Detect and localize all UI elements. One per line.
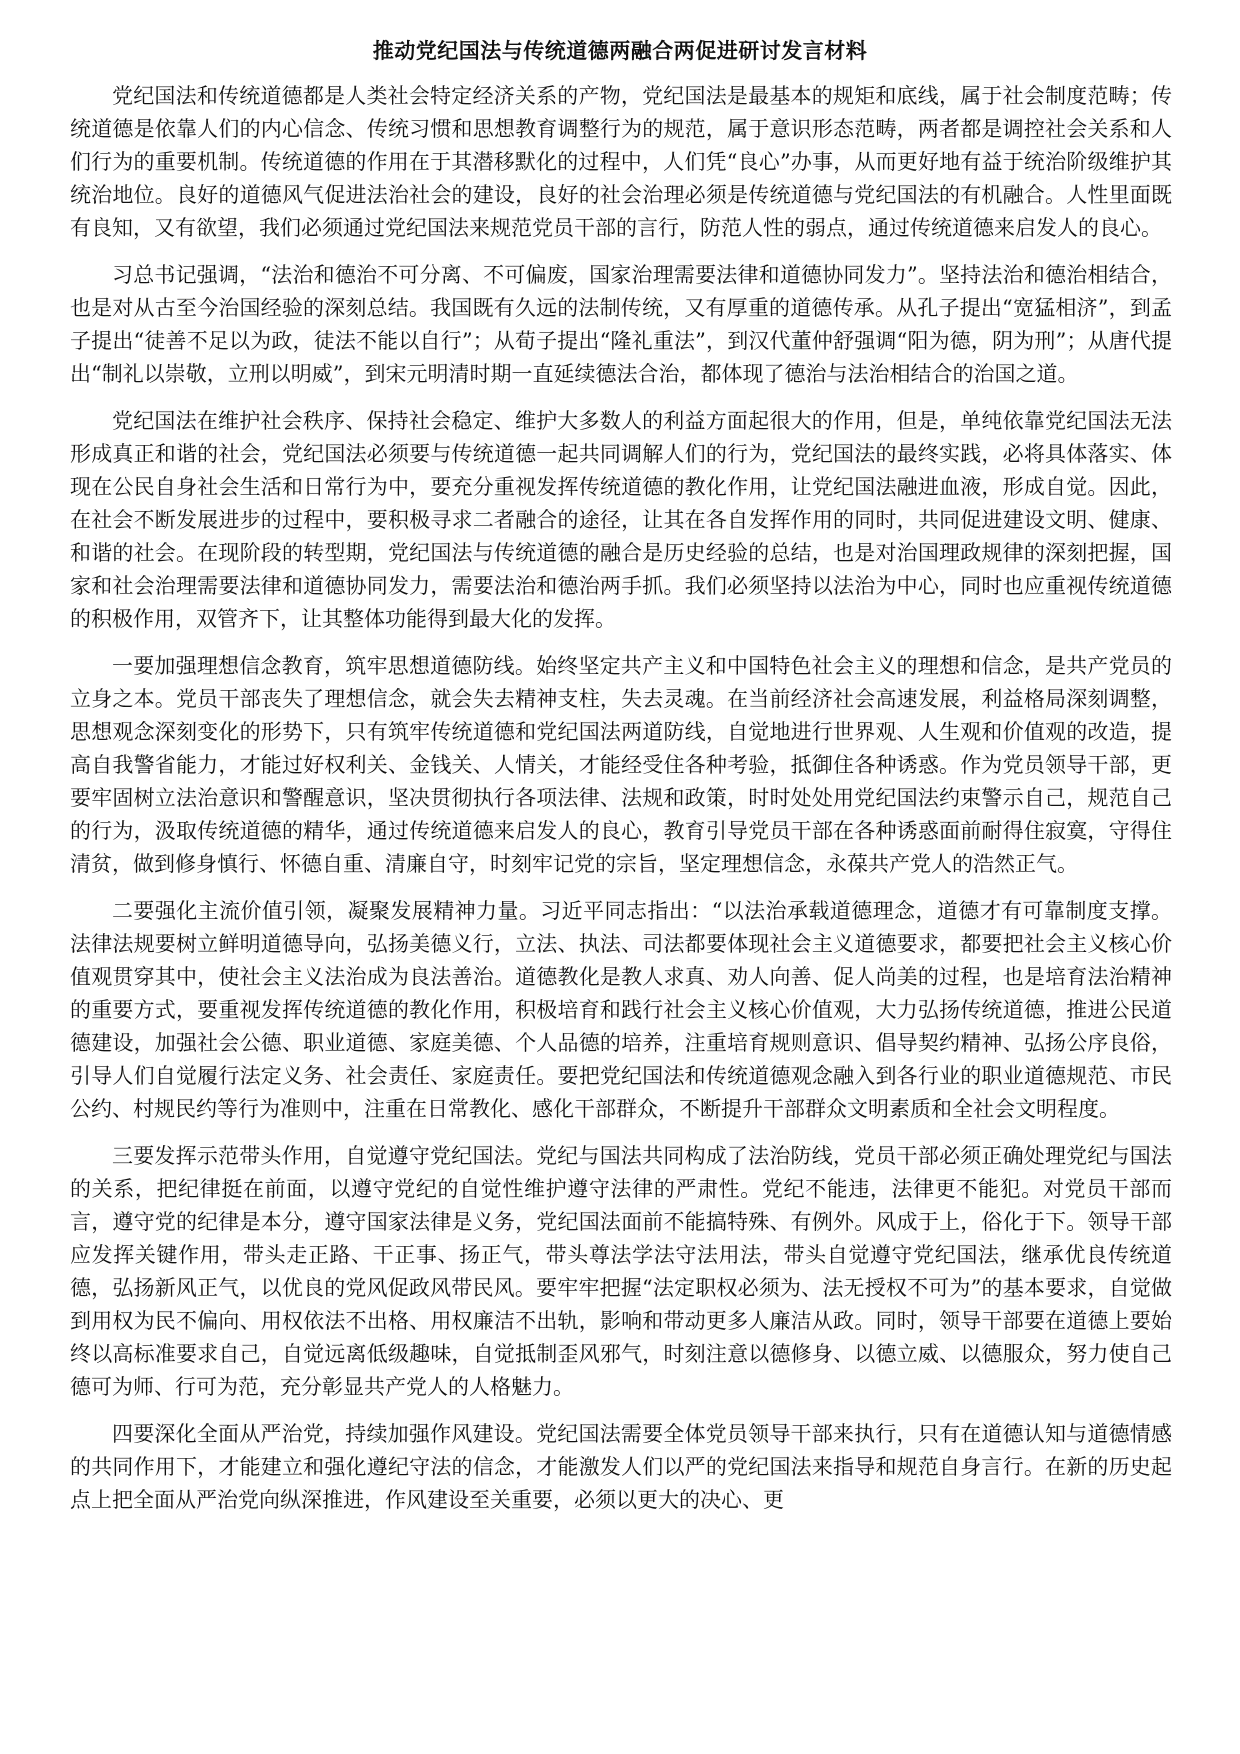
paragraph-3: 党纪国法在维护社会秩序、保持社会稳定、维护大多数人的利益方面起很大的作用，但是，单纯依靠党纪国法无法形成真正和谐的社会，党纪国法必须要与传统道德一起共同调解人们的行为，党纪国法的最终实践，必将具体落实、体现在公民自身社会生活和日常行为中，要充分重视发挥传统道德的教化作用，让党纪国法融进血液，形成自觉。因此，在社会不断发展进步的过程中，要积极寻求二者融合的途径，让其在各自发挥作用的同时，共同促进建设文明、健康、和谐的社会。在现阶段的转型期，党纪国法与传统道德的融合是历史经验的总结，也是对治国理政规律的深刻把握，国家和社会治理需要法律和道德协同发力，需要法治和德治两手抓。我们必须坚持以法治为中心，同时也应重视传统道德的积极作用，双管齐下，让其整体功能得到最大化的发挥。 <box>70 409 1172 631</box>
paragraph-1: 党纪国法和传统道德都是人类社会特定经济关系的产物，党纪国法是最基本的规矩和底线，属于社会制度范畴；传统道德是依靠人们的内心信念、传统习惯和思想教育调整行为的规范，属于意识形态范畴，两者都是调控社会关系和人们行为的重要机制。传统道德的作用在于其潜移默化的过程中，人们凭“良心”办事，从而更好地有益于统治阶级维护其统治地位。良好的道德风气促进法治社会的建设，良好的社会治理必须是传统道德与党纪国法的有机融合。人性里面既有良知，又有欲望，我们必须通过党纪国法来规范党员干部的言行，防范人性的弱点，通过传统道德来启发人的良心。 <box>70 84 1172 240</box>
paragraph-4: 一要加强理想信念教育，筑牢思想道德防线。始终坚定共产主义和中国特色社会主义的理想和信念，是共产党员的立身之本。党员干部丧失了理想信念，就会失去精神支柱，失去灵魂。在当前经济社会高速发展，利益格局深刻调整，思想观念深刻变化的形势下，只有筑牢传统道德和党纪国法两道防线，自觉地进行世界观、人生观和价值观的改造，提高自我警省能力，才能过好权利关、金钱关、人情关，才能经受住各种考验，抵御住各种诱惑。作为党员领导干部，更要牢固树立法治意识和警醒意识，坚决贯彻执行各项法律、法规和政策，时时处处用党纪国法约束警示自己，规范自己的行为，汲取传统道德的精华，通过传统道德来启发人的良心，教育引导党员干部在各种诱惑面前耐得住寂寞，守得住清贫，做到修身慎行、怀德自重、清廉自守，时刻牢记党的宗旨，坚定理想信念，永葆共产党人的浩然正气。 <box>70 654 1172 876</box>
document-title: 推动党纪国法与传统道德两融合两促进研讨发言材料 <box>372 38 868 63</box>
paragraph-5: 二要强化主流价值引领，凝聚发展精神力量。习近平同志指出：“以法治承载道德理念，道德才有可靠制度支撑。法律法规要树立鲜明道德导向，弘扬美德义行，立法、执法、司法都要体现社会主义道德要求，都要把社会主义核心价值观贯穿其中，使社会主义法治成为良法善治。道德教化是教人求真、劝人向善、促人尚美的过程，也是培育法治精神的重要方式，要重视发挥传统道德的教化作用，积极培育和践行社会主义核心价值观，大力弘扬传统道德，推进公民道德建设，加强社会公德、职业道德、家庭美德、个人品德的培养，注重培育规则意识、倡导契约精神、弘扬公序良俗，引导人们自觉履行法定义务、社会责任、家庭责任。要把党纪国法和传统道德观念融入到各行业的职业道德规范、市民公约、村规民约等行为准则中，注重在日常教化、感化干部群众，不断提升干部群众文明素质和全社会文明程度。 <box>70 899 1172 1121</box>
paragraph-2: 习总书记强调，“法治和德治不可分离、不可偏废，国家治理需要法律和道德协同发力”。坚持法治和德治相结合，也是对从古至今治国经验的深刻总结。我国既有久远的法制传统，又有厚重的道德传承。从孔子提出“宽猛相济”，到孟子提出“徒善不足以为政，徒法不能以自行”；从荀子提出“隆礼重法”，到汉代董仲舒强调“阳为德，阴为刑”；从唐代提出“制礼以崇敬，立刑以明威”，到宋元明清时期一直延续德法合治，都体现了德治与法治相结合的治国之道。 <box>70 263 1172 386</box>
paragraph-7: 四要深化全面从严治党，持续加强作风建设。党纪国法需要全体党员领导干部来执行，只有在道德认知与道德情感的共同作用下，才能建立和强化遵纪守法的信念，才能激发人们以严的党纪国法来指导和规范自身言行。在新的历史起点上把全面从严治党向纵深推进，作风建设至关重要，必须以更大的决心、更 <box>70 1422 1172 1512</box>
paragraph-6: 三要发挥示范带头作用，自觉遵守党纪国法。党纪与国法共同构成了法治防线，党员干部必须正确处理党纪与国法的关系，把纪律挺在前面，以遵守党纪的自觉性维护遵守法律的严肃性。党纪不能违，法律更不能犯。对党员干部而言，遵守党的纪律是本分，遵守国家法律是义务，党纪国法面前不能搞特殊、有例外。风成于上，俗化于下。领导干部应发挥关键作用，带头走正路、干正事、扬正气，带头尊法学法守法用法，带头自觉遵守党纪国法，继承优良传统道德，弘扬新风正气，以优良的党风促政风带民风。要牢牢把握“法定职权必须为、法无授权不可为”的基本要求，自觉做到用权为民不偏向、用权依法不出格、用权廉洁不出轨，影响和带动更多人廉洁从政。同时，领导干部要在道德上要始终以高标准要求自己，自觉远离低级趣味，自觉抵制歪风邪气，时刻注意以德修身、以德立威、以德服众，努力使自己德可为师、行可为范，充分彰显共产党人的人格魅力。 <box>70 1144 1172 1399</box>
document-body <box>70 80 1172 1531</box>
